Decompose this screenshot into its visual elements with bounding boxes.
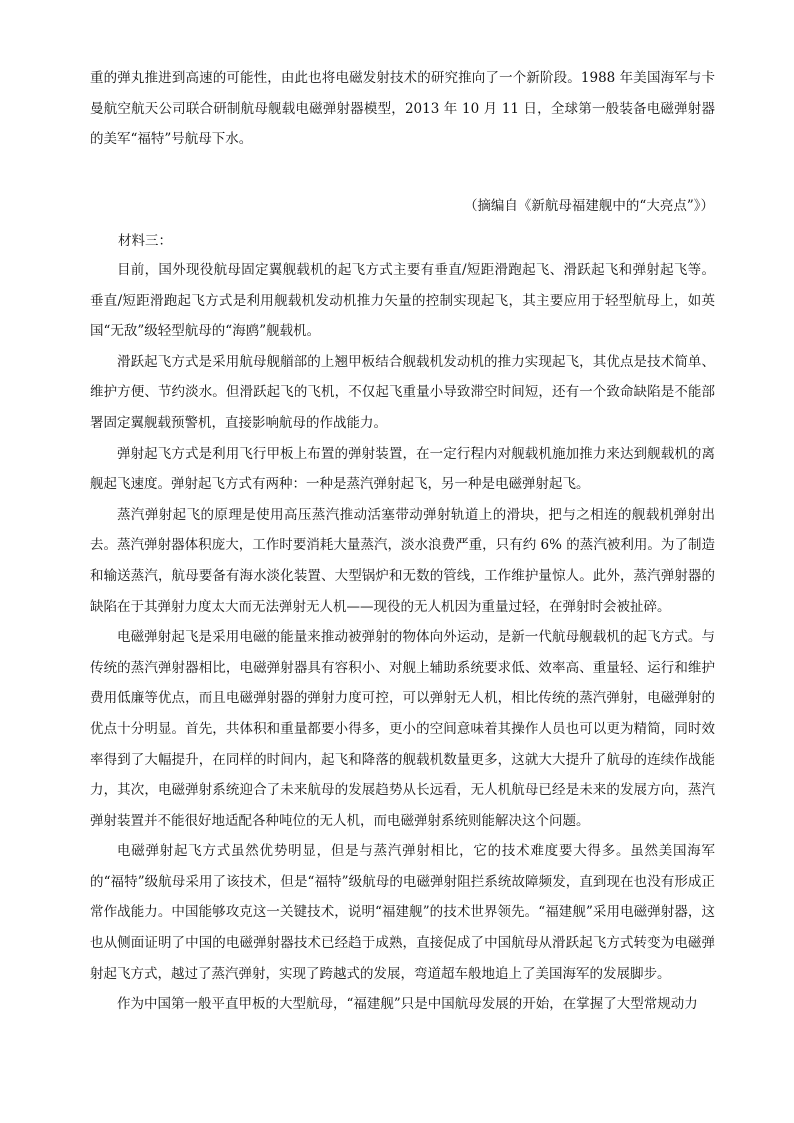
material-three-body [90, 255, 715, 1020]
source-citation: （摘编自《新航母福建舰中的“大亮点”》） [463, 198, 714, 214]
paragraph: 蒸汽弹射起飞的原理是使用高压蒸汽推动活塞带动弹射轨道上的滑块，把与之相连的舰载机弹射出去。蒸汽弹射器体积庞大，工作时要消耗大量蒸汽，淡水浪费严重，只有约 6% 的蒸汽被利用。为了制造和输送蒸汽，航母要备有海水淡化装置、大型锅炉和无数的管线，工作维护量惊人。此外，蒸汽弹射器的缺陷在于其弹射力度太大而无法弹射无人机——现役的无人机因为重量过轻，在弹射时会被扯碎。 [90, 506, 715, 615]
paragraph: 电磁弹射起飞方式虽然优势明显，但是与蒸汽弹射相比，它的技术难度要大得多。虽然美国海军的“福特”级航母采用了该技术，但是“福特”级航母的电磁弹射阻拦系统故障频发，直到现在也没有形成正常作战能力。中国能够攻克这一关键技术，说明“福建舰”的技术世界领先。“福建舰”采用电磁弹射器，这也从侧面证明了中国的电磁弹射器技术已经趋于成熟，直接促成了中国航母从滑跃起飞方式转变为电磁弹射起飞方式，越过了蒸汽弹射，实现了跨越式的发展，弯道超车般地追上了美国海军的发展脚步。 [90, 843, 715, 982]
paragraph: 重的弹丸推进到高速的可能性，由此也将电磁发射技术的研究推向了一个新阶段。1988 年美国海军与卡曼航空航天公司联合研制航母舰载电磁弹射器模型，2013 年 10 月 11 日，全球第一般装备电磁弹射器的美军“福特”号航母下水。 [90, 70, 715, 148]
paragraph: 目前，国外现役航母固定翼舰载机的起飞方式主要有垂直/短距滑跑起飞、滑跃起飞和弹射起飞等。垂直/短距滑跑起飞方式是利用舰载机发动机推力矢量的控制实现起飞，其主要应用于轻型航母上，如英国“无敌”级轻型航母的“海鸥”舰载机。 [90, 262, 715, 340]
paragraph: 电磁弹射起飞是采用电磁的能量来推动被弹射的物体向外运动，是新一代航母舰载机的起飞方式。与传统的蒸汽弹射器相比，电磁弹射器具有容积小、对舰上辅助系统要求低、效率高、重量轻、运行和维护费用低廉等优点，而且电磁弹射器的弹射力度可控，可以弹射无人机，相比传统的蒸汽弹射，电磁弹射的优点十分明显。首先，共体积和重量都要小得多，更小的空间意味着其操作人员也可以更为精简，同时效率得到了大幅提升，在同样的时间内，起飞和降落的舰载机数量更多，这就大大提升了航母的连续作战能力，其次，电磁弹射系统迎合了未来航母的发展趋势从长远看，无人机航母已经是未来的发展方向，蒸汽弹射装置并不能很好地适配各种吨位的无人机，而电磁弹射系统则能解决这个问题。 [90, 629, 715, 829]
material-two-ending [90, 63, 715, 155]
material-three-heading: 材料三： [118, 233, 172, 249]
paragraph: 作为中国第一般平直甲板的大型航母，“福建舰”只是中国航母发展的开始，在掌握了大型常规动力 [117, 996, 698, 1013]
paragraph: 滑跃起飞方式是采用航母舰艏部的上翘甲板结合舰载机发动机的推力实现起飞，其优点是技术简单、维护方便、节约淡水。但滑跃起飞的飞机，不仅起飞重量小导致滞空时间短，还有一个致命缺陷是不能部署固定翼舰载预警机，直接影响航母的作战能力。 [90, 353, 715, 431]
paragraph: 弹射起飞方式是利用飞行甲板上布置的弹射装置，在一定行程内对舰载机施加推力来达到舰载机的离舰起飞速度。弹射起飞方式有两种：一种是蒸汽弹射起飞，另一种是电磁弹射起飞。 [90, 445, 715, 493]
